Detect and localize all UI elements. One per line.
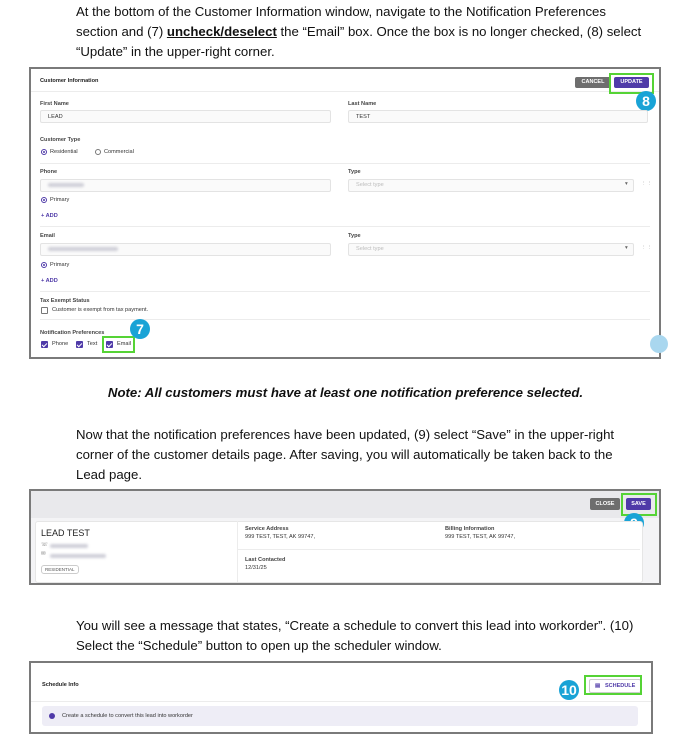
note: Note: All customers must have at least one notification preference selected. [107,385,584,400]
tax-exempt-checkbox-label: Customer is exempt from tax payment. [52,307,149,313]
customer-type-label: Customer Type [40,137,81,143]
save-highlight [621,493,657,516]
notification-preferences-label: Notification Preferences [40,330,105,336]
step-8-badge: 8 [636,91,656,111]
add-email-button[interactable]: + ADD [41,278,58,284]
divider [40,226,650,227]
lead-phone-redacted [50,544,88,548]
drag-handle-icon[interactable]: ⋮⋮ [641,245,653,251]
residential-badge: RESIDENTIAL [41,565,79,574]
lead-email-redacted [50,554,106,558]
calendar-icon: ▤ [595,683,601,689]
add-phone-button[interactable]: + ADD [41,213,58,219]
email-type-placeholder: Select type [356,246,384,252]
chevron-down-icon: ▾ [625,245,628,251]
last-name-field[interactable] [348,110,648,123]
notif-phone-label: Phone [52,341,69,347]
customer-info-header [31,69,659,92]
intro-line-2: section and (7) uncheck/deselect the “Email” box. Once the box is no longer checked, (8) select [76,24,642,39]
schedule-button-label: SCHEDULE [605,683,636,689]
commercial-label: Commercial [104,149,134,155]
phone-type-placeholder: Select type [356,182,384,188]
schedule-highlight [584,675,642,695]
email-primary-radio[interactable] [41,262,47,268]
residential-radio[interactable] [41,149,47,155]
last-name-value: TEST [356,114,371,120]
intro-line-3: “Update” in the upper-right corner. [76,44,275,59]
card-divider [237,521,238,582]
phone-value-redacted [48,183,84,187]
lead-card [35,521,643,583]
para3-line-2: Select the “Schedule” button to open up the scheduler window. [76,638,442,653]
divider [40,163,650,164]
first-name-value: LEAD [48,114,63,120]
tax-exempt-label: Tax Exempt Status [40,298,90,304]
phone-type-select[interactable] [348,179,634,192]
notif-text-label: Text [87,341,98,347]
commercial-radio[interactable] [95,149,101,155]
email-checkbox-highlight [102,336,135,353]
email-label: Email [40,233,55,239]
para2-line-1: Now that the notification preferences have been updated, (9) select “Save” in the upper-right [76,427,615,442]
last-contacted-label: Last Contacted [245,557,286,563]
schedule-screenshot [29,661,653,734]
notif-text-checkbox[interactable] [76,341,83,348]
customer-info-screenshot [29,67,661,359]
drag-handle-icon[interactable]: ⋮⋮ [641,181,653,187]
lead-name: LEAD TEST [41,528,90,538]
schedule-info-title: Schedule Info [42,682,79,688]
notif-phone-checkbox[interactable] [41,341,48,348]
help-bubble-icon[interactable] [650,335,668,353]
intro-line-1: At the bottom of the Customer Information window, navigate to the Notification Preferences [76,4,606,19]
schedule-message: Create a schedule to convert this lead into workorder [62,713,193,719]
divider [40,291,650,292]
save-button[interactable]: SAVE [626,498,651,510]
divider [31,701,651,702]
lead-toolbar [31,491,659,518]
email-type-label: Type [348,233,361,239]
billing-info-value: 999 TEST, TEST, AK 99747, [445,534,516,540]
para2-line-2: corner of the customer details page. After saving, you will automatically be taken back to the [76,447,613,462]
divider [238,549,640,550]
billing-info-label: Billing Information [445,526,495,532]
service-address-label: Service Address [245,526,289,532]
email-value-redacted [48,247,118,251]
phone-label: Phone [40,169,58,175]
residential-label: Residential [50,149,78,155]
lead-page-screenshot [29,489,661,585]
step-7-badge: 7 [130,319,150,339]
last-contacted-value: 12/31/25 [245,565,267,571]
divider [40,319,650,320]
step-10-badge: 10 [559,680,579,700]
tax-exempt-checkbox[interactable] [41,307,48,314]
phone-primary-label: Primary [50,197,70,203]
close-button[interactable]: CLOSE [590,498,620,510]
last-name-label: Last Name [348,101,377,107]
para2-line-3: Lead page. [76,467,143,482]
info-icon [49,713,55,719]
service-address-value: 999 TEST, TEST, AK 99747, [245,534,316,540]
update-button[interactable]: UPDATE [614,77,649,88]
para3-line-1: You will see a message that states, “Create a schedule to convert this lead into workorder”. (10) [76,618,634,633]
customer-info-title: Customer Information [40,78,99,84]
email-type-select[interactable] [348,243,634,256]
email-primary-label: Primary [50,262,70,268]
cancel-button[interactable]: CANCEL [575,77,611,88]
phone-type-label: Type [348,169,361,175]
first-name-label: First Name [40,101,69,107]
phone-primary-radio[interactable] [41,197,47,203]
first-name-field[interactable] [40,110,331,123]
phone-icon: ☏ [41,542,48,548]
email-icon: ✉ [41,551,46,557]
notif-email-label: Email [117,341,131,347]
chevron-down-icon: ▾ [625,181,628,187]
